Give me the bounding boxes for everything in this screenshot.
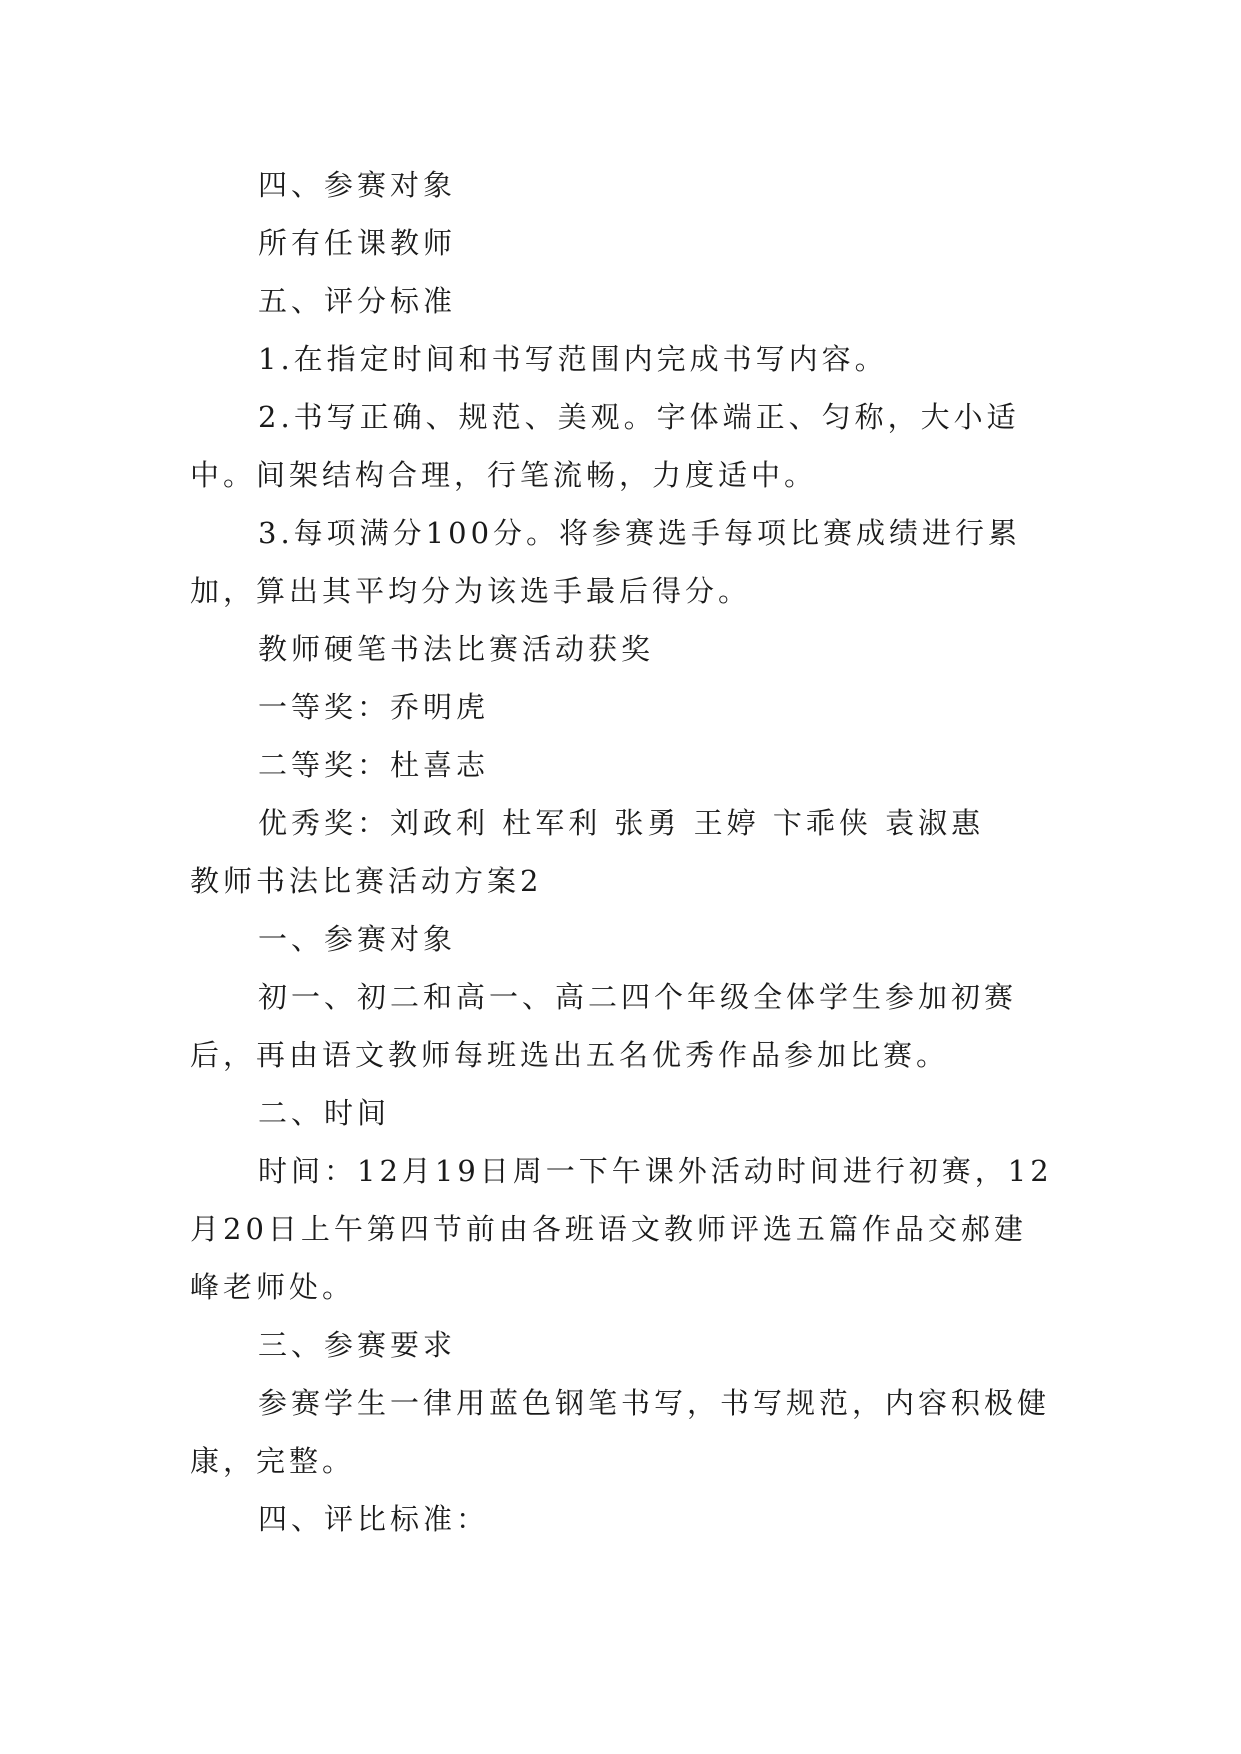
paragraph: 所有任课教师 [258, 226, 457, 260]
award-line: 优秀奖：刘政利 杜军利 张勇 王婷 卞乖侠 袁淑惠 [258, 806, 985, 840]
paragraph: 时间：12月19日周一下午课外活动时间进行初赛，12月20日上午第四节前由各班语文教师评选五篇作品交郝建峰老师处。 [190, 1154, 1053, 1304]
section-heading: 一、参赛对象 [258, 922, 457, 956]
paragraph: 初一、初二和高一、高二四个年级全体学生参加初赛后，再由语文教师每班选出五名优秀作品参加比赛。 [190, 980, 1018, 1072]
paragraph: 教师硬笔书法比赛活动获奖 [258, 632, 655, 666]
paragraph: 1.在指定时间和书写范围内完成书写内容。 [258, 342, 888, 376]
document-subtitle: 教师书法比赛活动方案2 [190, 864, 543, 898]
section-heading: 三、参赛要求 [258, 1328, 457, 1362]
paragraph: 3.每项满分100分。将参赛选手每项比赛成绩进行累加，算出其平均分为该选手最后得分。 [190, 516, 1022, 608]
section-heading: 四、评比标准： [258, 1502, 490, 1536]
section-heading: 四、参赛对象 [258, 168, 457, 202]
section-heading: 五、评分标准 [258, 284, 457, 318]
paragraph: 参赛学生一律用蓝色钢笔书写，书写规范，内容积极健康，完整。 [190, 1386, 1051, 1478]
award-line: 一等奖：乔明虎 [258, 690, 490, 724]
award-line: 二等奖：杜喜志 [258, 748, 490, 782]
document-body [190, 156, 1058, 1548]
paragraph: 2.书写正确、规范、美观。字体端正、匀称，大小适中。间架结构合理，行笔流畅，力度适中。 [190, 400, 1020, 492]
section-heading: 二、时间 [258, 1096, 391, 1130]
